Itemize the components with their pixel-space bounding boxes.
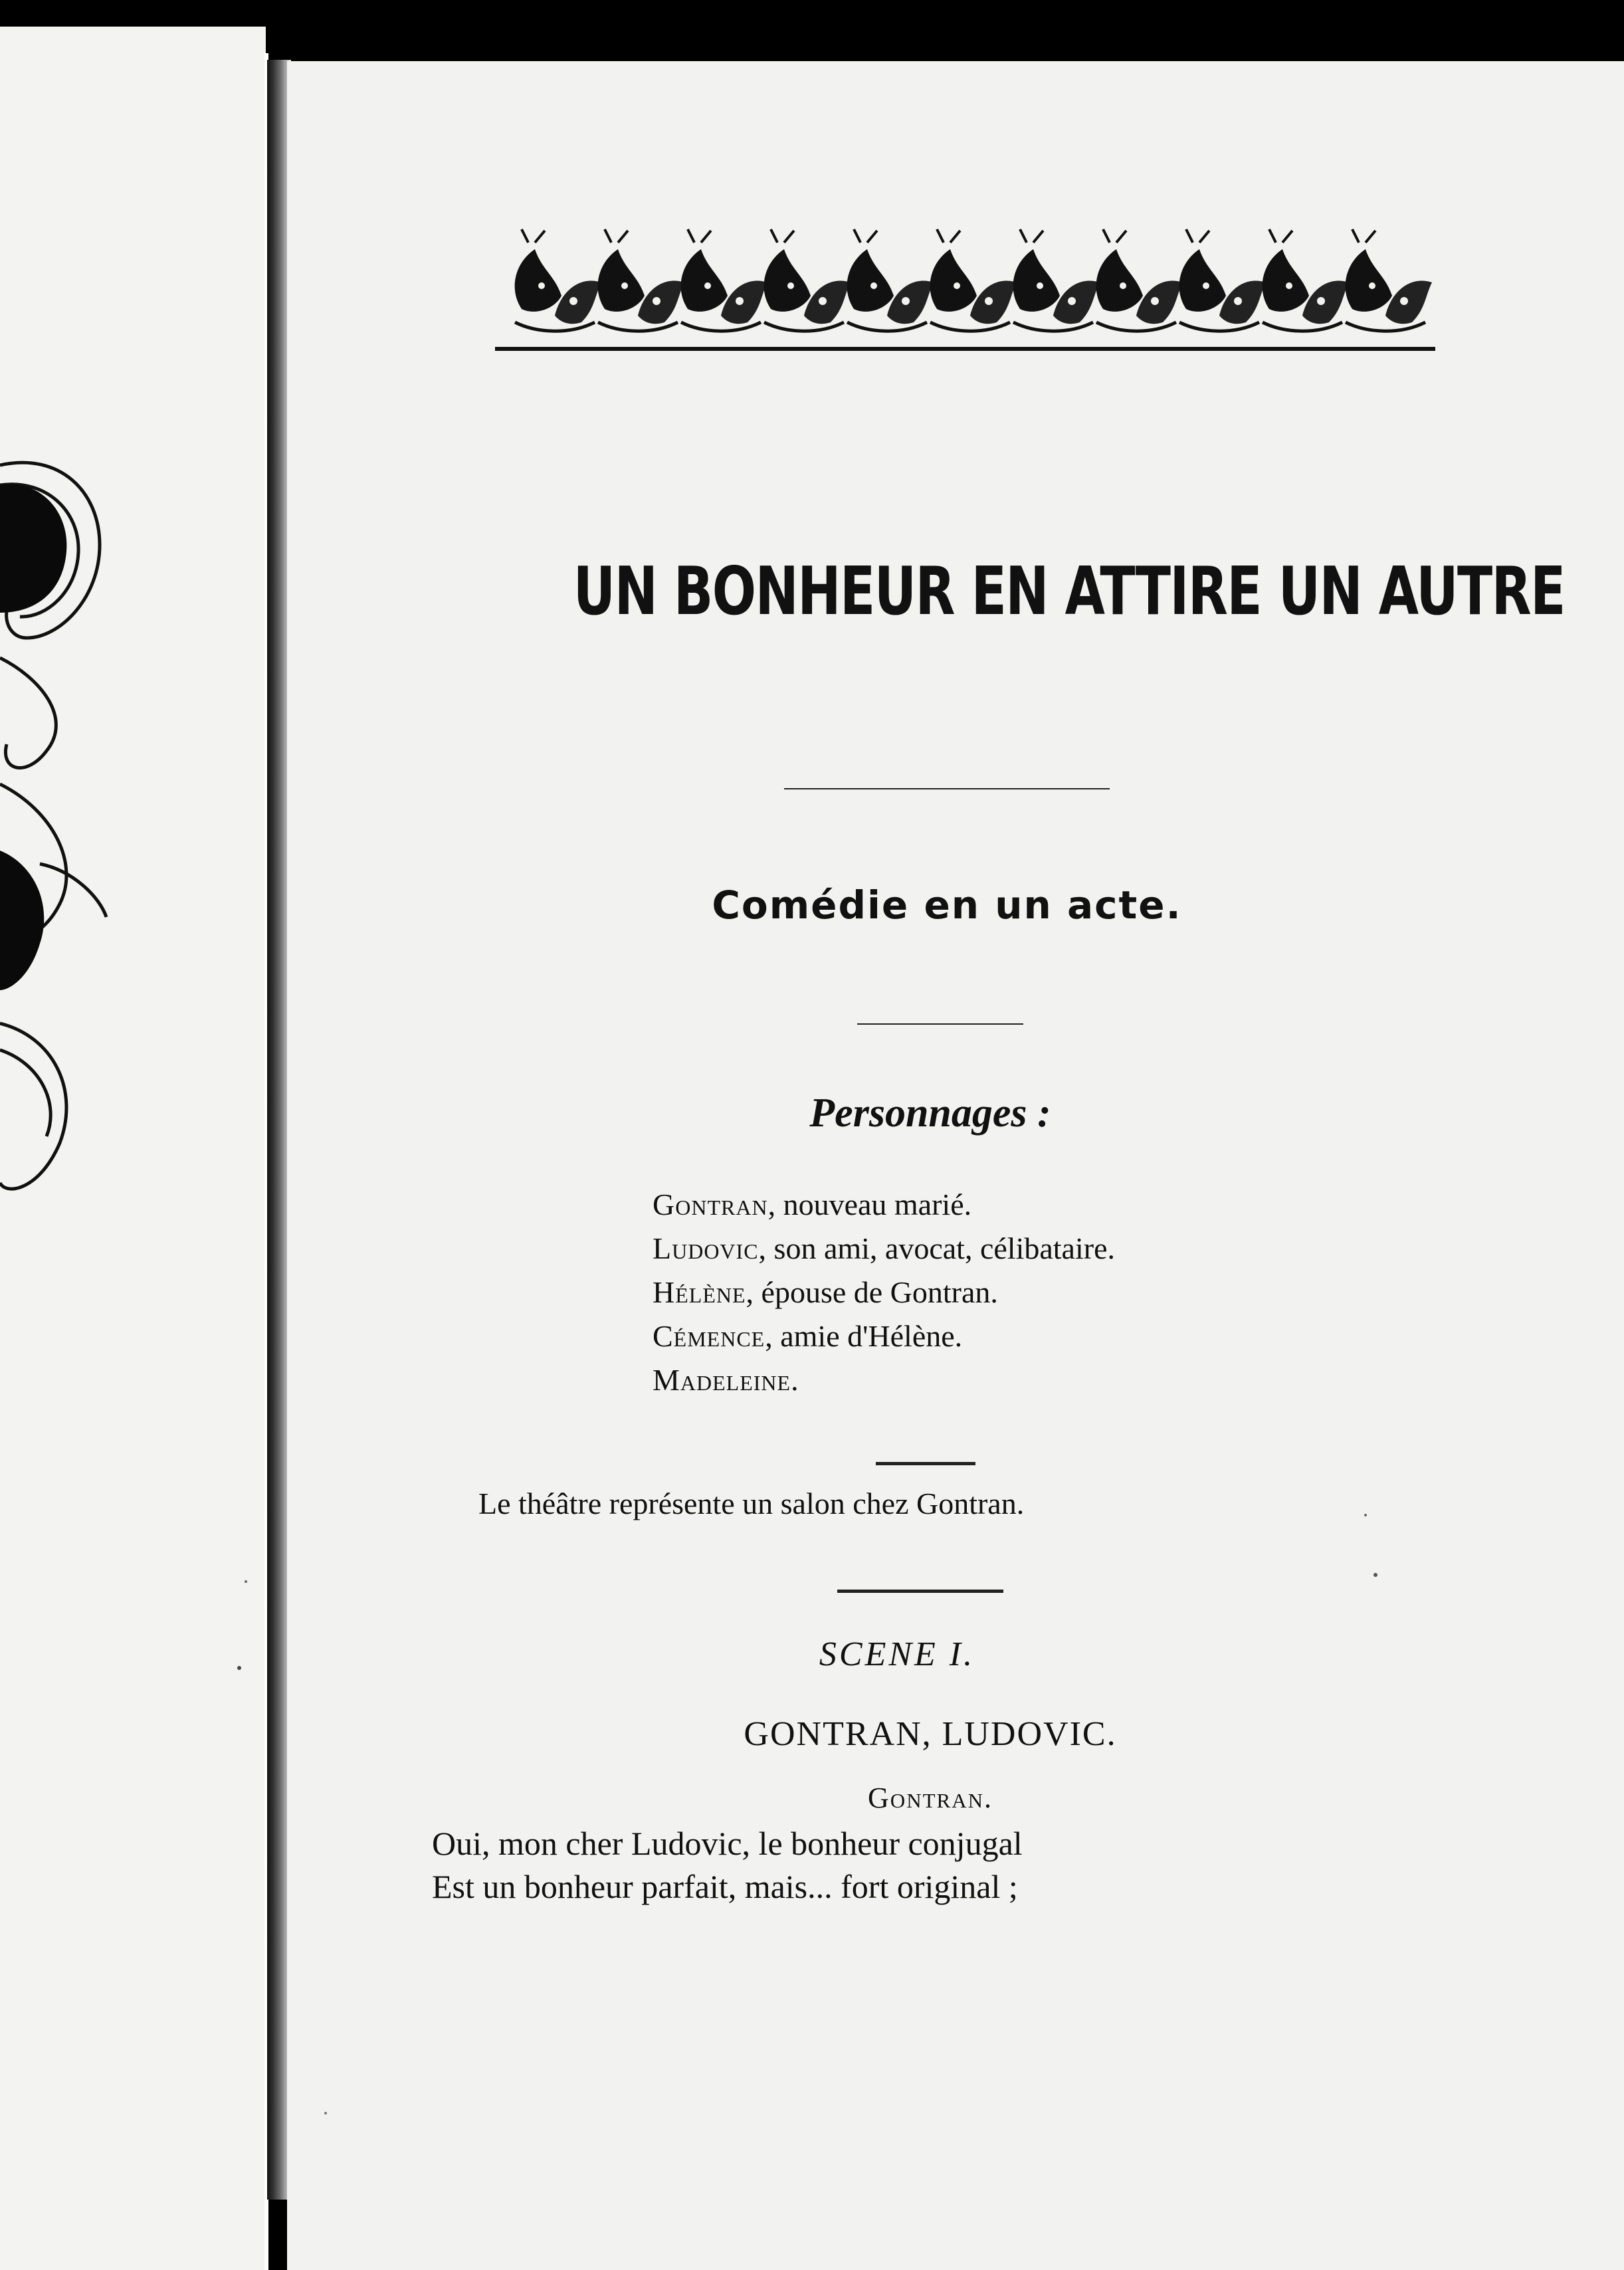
personnages-heading: Personnages :	[809, 1090, 1051, 1136]
cast-name: Gontran	[653, 1187, 768, 1221]
cast-name: Madeleine	[653, 1363, 791, 1397]
scene-characters: GONTRAN, LUDOVIC.	[744, 1715, 1117, 1753]
speaker-name: Gontran.	[868, 1782, 993, 1814]
scene-title: SCENE I.	[819, 1635, 975, 1673]
verse-line: Oui, mon cher Ludovic, le bonheur conjugal	[432, 1825, 1023, 1862]
cast-description: .	[791, 1363, 799, 1397]
cast-description: , amie d'Hélène.	[765, 1319, 963, 1353]
cast-description: , son ami, avocat, célibataire.	[758, 1231, 1115, 1265]
cast-name: Hélène	[653, 1275, 746, 1309]
play-title: UN BONHEUR EN ATTIRE UN AUTRE	[573, 552, 1565, 630]
cast-description: , épouse de Gontran.	[746, 1275, 998, 1309]
cast-name: Cémence	[653, 1319, 765, 1353]
cast-description: , nouveau marié.	[767, 1187, 972, 1221]
cast-name: Ludovic	[653, 1231, 759, 1265]
setting-description: Le théâtre représente un salon chez Gontran.	[478, 1487, 1025, 1520]
verse-line: Est un bonheur parfait, mais... fort original ;	[432, 1868, 1018, 1905]
play-subtitle: Comédie en un acte.	[712, 882, 1182, 928]
